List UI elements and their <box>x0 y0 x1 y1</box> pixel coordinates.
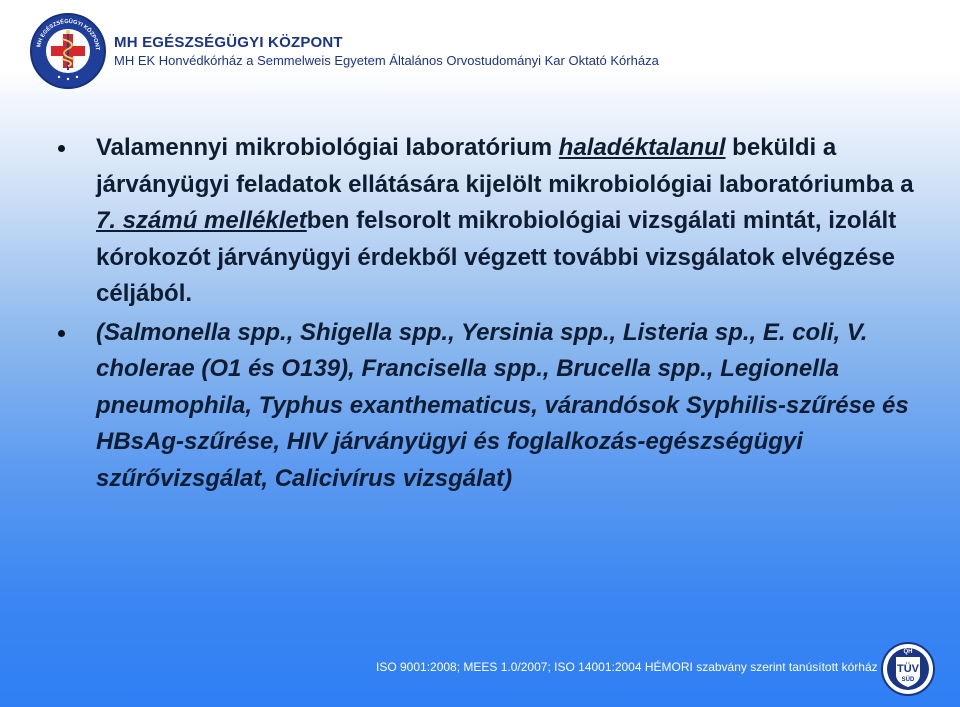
logo-ring-text: MH EGÉSZSÉGÜGYI KÖZPONT <box>36 18 101 51</box>
slide-header <box>0 0 960 100</box>
seal-top-text: QH <box>903 649 913 655</box>
pathogen-list: (Salmonella spp., Shigella spp., Yersinia spp., Listeria sp., E. coli, V. cholerae (O1 és O139), Francisella spp., Brucella spp., Legionella pneumophila, Typhus exanthematicus, várandósok Syphilis-szűrése és HBsAg-szűrése, HIV járványügyi és foglalkozás-egészségügyi szűrővizsgálat, Calicivírus vizsgálat) <box>96 318 909 492</box>
bullet-text <box>96 315 918 498</box>
bullet-text <box>96 130 918 313</box>
bullet-item-2 <box>58 315 918 498</box>
appendix-reference: 7. számú melléklet <box>96 207 307 234</box>
seal-sub-text: SÜD <box>901 677 915 683</box>
organization-name: MH EGÉSZSÉGÜGYI KÖZPONT <box>114 34 343 51</box>
bullet-text-segment: ben felsorolt mikrobiológiai vizsgálati mintát, izolált kórokozót járványügyi érdekből végzett további vizsgálatok elvégzése céljából. <box>96 207 897 307</box>
certification-text: ISO 9001:2008; MEES 1.0/2007; ISO 14001:2004 HÉMORI szabvány szerint tanúsított kórház <box>376 660 878 674</box>
bullet-dot <box>58 330 65 337</box>
hospital-logo <box>30 13 106 89</box>
slide-body <box>58 130 918 497</box>
emphasis-immediately: haladéktalanul <box>558 134 726 161</box>
bullet-text-segment: beküldi a járványügyi feladatok ellátására kijelölt mikrobiológiai laboratóriumba a <box>96 134 914 198</box>
bullet-dot <box>58 145 65 152</box>
tuv-certification-seal-icon <box>880 641 936 697</box>
medical-cross-caduceus-icon <box>32 15 104 87</box>
seal-main-text: TÜV <box>897 663 919 675</box>
bullet-text-segment: Valamennyi mikrobiológiai laboratórium <box>96 134 559 161</box>
organization-subtitle: MH EK Honvédkórház a Semmelweis Egyetem Általános Orvostudományi Kar Oktató Kórháza <box>114 53 659 68</box>
bullet-item-1 <box>58 130 918 313</box>
